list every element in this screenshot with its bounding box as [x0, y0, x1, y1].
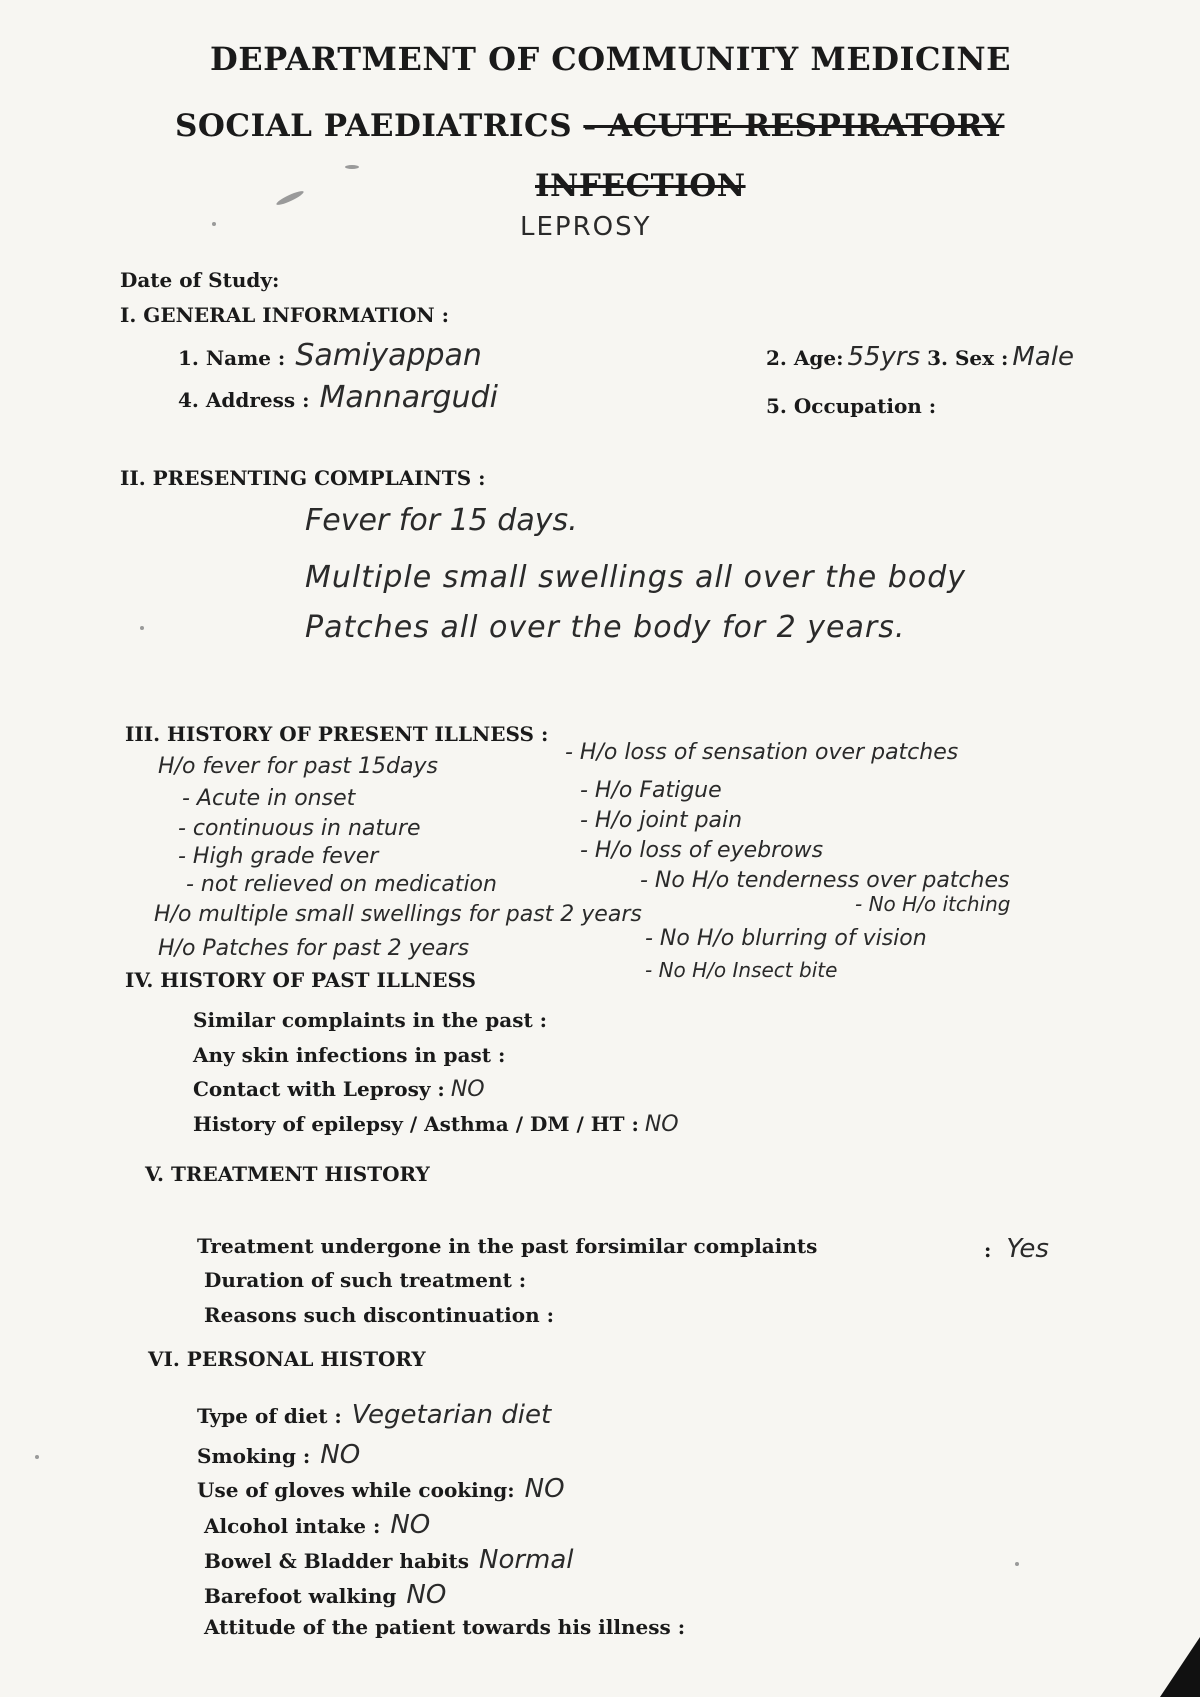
address-value: Mannargudi [319, 380, 498, 415]
similar-complaints-field [193, 1008, 557, 1033]
personal-history-heading: VI. PERSONAL HISTORY [148, 1347, 426, 1371]
occupation-label: 5. Occupation : [766, 394, 937, 418]
present-illness-note: - High grade fever [178, 844, 379, 869]
diet-value: Vegetarian diet [351, 1400, 552, 1430]
age-label: 2. Age: [766, 346, 844, 370]
treatment-undergone-colon: : [984, 1238, 992, 1262]
smoking-label: Smoking : [197, 1444, 311, 1468]
bowel-bladder-field [204, 1545, 574, 1575]
barefoot-label: Barefoot walking [204, 1584, 397, 1608]
form-title [175, 108, 1005, 144]
present-illness-note: H/o Patches for past 2 years [158, 936, 470, 961]
treatment-undergone-label: Treatment undergone in the past forsimilar complaints [197, 1234, 818, 1258]
epilepsy-history-field [193, 1112, 679, 1137]
treatment-duration-field [204, 1268, 536, 1293]
scan-speck [35, 1455, 39, 1459]
complaint-line: Fever for 15 days. [305, 503, 578, 538]
scan-speck [140, 626, 144, 630]
discontinuation-reason-field [204, 1303, 564, 1328]
treatment-undergone-answer: Yes [1006, 1234, 1049, 1264]
present-illness-note: - H/o Fatigue [580, 778, 722, 803]
contact-leprosy-value: NO [450, 1077, 485, 1102]
epilepsy-history-value: NO [644, 1112, 679, 1137]
present-illness-note: - Acute in onset [182, 786, 356, 811]
attitude-label: Attitude of the patient towards his illness : [204, 1615, 686, 1639]
name-field [178, 338, 482, 373]
occupation-field [766, 390, 946, 420]
smoking-value: NO [320, 1440, 361, 1470]
department-title: DEPARTMENT OF COMMUNITY MEDICINE [210, 40, 1012, 78]
contact-leprosy-field [193, 1077, 485, 1102]
sex-value: Male [1012, 342, 1075, 372]
complaint-line: Patches all over the body for 2 years. [305, 610, 906, 645]
page-corner-shadow [1160, 1637, 1200, 1697]
bowel-bladder-value: Normal [479, 1545, 574, 1575]
present-illness-note: - No H/o Insect bite [645, 958, 838, 982]
form-title-struck: - ACUTE RESPIRATORY [583, 108, 1005, 144]
handwritten-topic: LEPROSY [520, 212, 652, 242]
epilepsy-history-label: History of epilepsy / Asthma / DM / HT : [193, 1112, 639, 1136]
present-illness-note: - continuous in nature [178, 816, 421, 841]
general-information-heading: I. GENERAL INFORMATION : [120, 303, 450, 327]
name-label: 1. Name : [178, 346, 286, 370]
present-illness-note: - H/o loss of sensation over patches [565, 740, 959, 765]
smoking-field [197, 1440, 360, 1470]
present-illness-heading: III. HISTORY OF PRESENT ILLNESS : [125, 722, 549, 746]
present-illness-note: H/o multiple small swellings for past 2 years [154, 902, 642, 927]
bowel-bladder-label: Bowel & Bladder habits [204, 1549, 469, 1573]
treatment-history-heading: V. TREATMENT HISTORY [145, 1162, 430, 1186]
past-illness-heading: IV. HISTORY OF PAST ILLNESS [125, 968, 476, 992]
treatment-duration-label: Duration of such treatment : [204, 1268, 527, 1292]
alcohol-label: Alcohol intake : [204, 1514, 381, 1538]
contact-leprosy-label: Contact with Leprosy : [193, 1077, 445, 1101]
present-illness-note: - No H/o blurring of vision [645, 926, 927, 951]
gloves-label: Use of gloves while cooking: [197, 1478, 515, 1502]
address-field [178, 380, 498, 415]
alcohol-field [204, 1510, 430, 1540]
form-title-struck-line: INFECTION [535, 168, 746, 204]
discontinuation-reason-label: Reasons such discontinuation : [204, 1303, 554, 1327]
present-illness-note: - H/o loss of eyebrows [580, 838, 824, 863]
treatment-undergone-value [984, 1234, 1049, 1264]
gloves-value: NO [524, 1474, 565, 1504]
date-of-study-label: Date of Study: [120, 268, 280, 292]
name-value: Samiyappan [295, 338, 482, 373]
present-illness-note: - No H/o tenderness over patches [640, 868, 1010, 893]
barefoot-value: NO [406, 1580, 447, 1610]
alcohol-value: NO [390, 1510, 431, 1540]
diet-field [197, 1400, 551, 1430]
attitude-field [204, 1615, 695, 1640]
diet-label: Type of diet : [197, 1404, 342, 1428]
sex-label: 3. Sex : [927, 346, 1009, 370]
age-value: 55yrs [847, 342, 921, 372]
skin-infections-label: Any skin infections in past : [193, 1043, 506, 1067]
presenting-complaints-heading: II. PRESENTING COMPLAINTS : [120, 466, 486, 490]
present-illness-note: - H/o joint pain [580, 808, 743, 833]
similar-complaints-label: Similar complaints in the past : [193, 1008, 548, 1032]
present-illness-note: H/o fever for past 15days [158, 754, 438, 779]
scan-speck [275, 189, 305, 207]
age-sex-field [766, 342, 1074, 372]
barefoot-field [204, 1580, 446, 1610]
present-illness-note: - not relieved on medication [186, 872, 497, 897]
scan-speck [212, 222, 216, 226]
complaint-line: Multiple small swellings all over the body [305, 560, 966, 595]
address-label: 4. Address : [178, 388, 310, 412]
gloves-field [197, 1474, 565, 1504]
date-of-study [120, 264, 279, 294]
scan-speck [345, 165, 359, 169]
present-illness-note: - No H/o itching [855, 892, 1011, 916]
form-title-prefix: SOCIAL PAEDIATRICS [175, 108, 573, 144]
scan-speck [1015, 1562, 1019, 1566]
skin-infections-field [193, 1043, 515, 1068]
